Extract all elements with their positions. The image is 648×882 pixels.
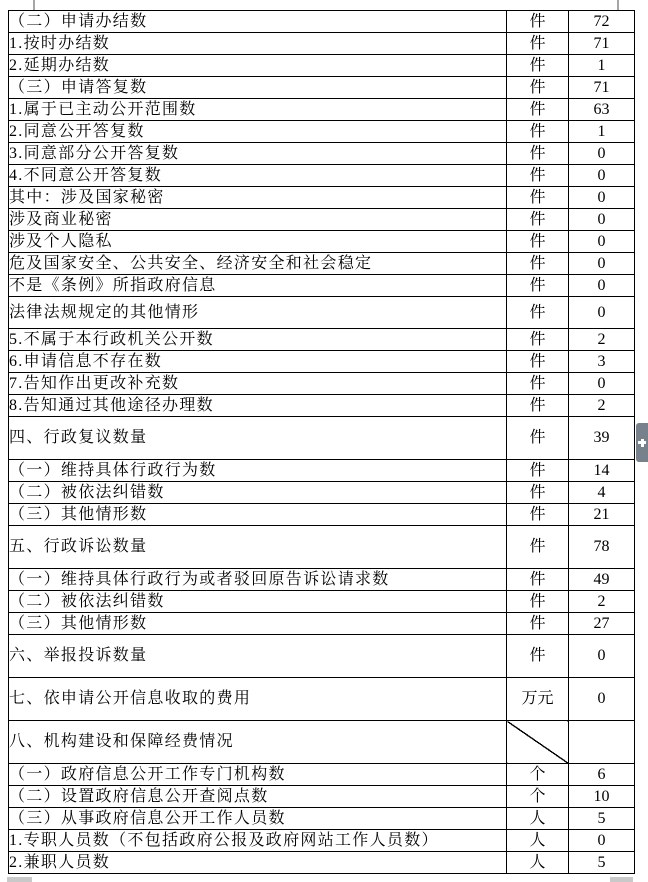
row-value: 6 [569,764,635,786]
row-value: 0 [569,373,635,395]
row-label: 涉及商业秘密 [9,209,507,231]
table-row [9,482,635,504]
table-row [9,764,635,786]
row-value [569,721,635,764]
row-unit: 件 [507,395,569,417]
row-unit: 件 [507,504,569,526]
table-row [9,395,635,417]
row-value: 5 [569,852,635,874]
row-unit: 件 [507,526,569,569]
row-unit: 件 [507,635,569,678]
row-value: 0 [569,209,635,231]
row-value: 0 [569,143,635,165]
row-label: 6.申请信息不存在数 [9,351,507,373]
row-label: 1.属于已主动公开范围数 [9,99,507,121]
row-unit: 件 [507,417,569,460]
table-row [9,721,635,764]
row-value: 0 [569,165,635,187]
row-unit: 件 [507,297,569,329]
row-unit: 件 [507,351,569,373]
row-value: 2 [569,395,635,417]
row-value: 10 [569,786,635,808]
row-unit: 件 [507,165,569,187]
row-label: 八、机构建设和保障经费情况 [9,721,507,764]
row-label: 危及国家安全、公共安全、经济安全和社会稳定 [9,253,507,275]
row-label: 2.延期办结数 [9,55,507,77]
row-label: 7.告知作出更改补充数 [9,373,507,395]
row-label: 其中：涉及国家秘密 [9,187,507,209]
row-unit: 件 [507,373,569,395]
row-value: 78 [569,526,635,569]
row-label: 四、行政复议数量 [9,417,507,460]
row-label: （三）其他情形数 [9,613,507,635]
table-row [9,253,635,275]
table-row [9,373,635,395]
bottom-gridline-remnant-left [7,877,32,882]
row-label: （二）被依法纠错数 [9,591,507,613]
row-unit: 个 [507,786,569,808]
table-row [9,591,635,613]
row-label: 五、行政诉讼数量 [9,526,507,569]
disclosure-stats-table [8,10,635,874]
row-unit: 件 [507,187,569,209]
row-value: 14 [569,460,635,482]
table-row [9,11,635,33]
table-row [9,613,635,635]
row-unit: 件 [507,231,569,253]
row-unit [507,721,569,764]
plus-icon [641,439,644,447]
row-value: 71 [569,33,635,55]
table-row [9,275,635,297]
table-row [9,329,635,351]
table-row [9,77,635,99]
table-row [9,55,635,77]
row-value: 0 [569,231,635,253]
row-value: 4 [569,482,635,504]
row-unit: 件 [507,329,569,351]
row-value: 0 [569,830,635,852]
row-label: （二）设置政府信息公开查阅点数 [9,786,507,808]
row-value: 5 [569,808,635,830]
table-row [9,852,635,874]
row-label: （二）申请办结数 [9,11,507,33]
row-unit: 件 [507,55,569,77]
table-row [9,460,635,482]
row-label: 2.同意公开答复数 [9,121,507,143]
row-label: 涉及个人隐私 [9,231,507,253]
row-label: 1.按时办结数 [9,33,507,55]
row-value: 1 [569,121,635,143]
row-unit: 件 [507,275,569,297]
row-label: 六、举报投诉数量 [9,635,507,678]
row-value: 0 [569,187,635,209]
row-unit: 件 [507,253,569,275]
row-value: 71 [569,77,635,99]
row-unit: 个 [507,764,569,786]
row-value: 0 [569,678,635,721]
row-value: 0 [569,635,635,678]
table-row [9,187,635,209]
table-row [9,143,635,165]
table-row [9,231,635,253]
row-unit: 人 [507,852,569,874]
row-value: 72 [569,11,635,33]
row-unit: 件 [507,33,569,55]
row-label: （二）被依法纠错数 [9,482,507,504]
row-label: （一）维持具体行政行为或者驳回原告诉讼请求数 [9,569,507,591]
table-row [9,504,635,526]
row-value: 2 [569,591,635,613]
row-label: 不是《条例》所指政府信息 [9,275,507,297]
row-label: 3.同意部分公开答复数 [9,143,507,165]
side-panel-handle[interactable] [636,423,648,462]
row-value: 0 [569,297,635,329]
row-value: 2 [569,329,635,351]
row-label: （三）从事政府信息公开工作人员数 [9,808,507,830]
row-unit: 件 [507,77,569,99]
table-row [9,33,635,55]
row-value: 39 [569,417,635,460]
row-value: 27 [569,613,635,635]
table-row [9,99,635,121]
row-unit: 万元 [507,678,569,721]
row-unit: 件 [507,11,569,33]
row-label: 5.不属于本行政机关公开数 [9,329,507,351]
row-label: （三）申请答复数 [9,77,507,99]
row-label: 七、依申请公开信息收取的费用 [9,678,507,721]
row-value: 21 [569,504,635,526]
bottom-gridline-remnant-right [610,877,633,882]
table-row [9,786,635,808]
row-label: 2.兼职人员数 [9,852,507,874]
row-unit: 件 [507,569,569,591]
row-label: 8.告知通过其他途径办理数 [9,395,507,417]
row-value: 49 [569,569,635,591]
row-unit: 人 [507,830,569,852]
row-unit: 件 [507,121,569,143]
row-unit: 件 [507,209,569,231]
row-unit: 件 [507,591,569,613]
table-row [9,569,635,591]
table-row [9,678,635,721]
row-unit: 人 [507,808,569,830]
row-unit: 件 [507,613,569,635]
row-value: 0 [569,275,635,297]
table-row [9,209,635,231]
table-row [9,526,635,569]
table-row [9,297,635,329]
row-unit: 件 [507,460,569,482]
row-label: 法律法规规定的其他情形 [9,297,507,329]
row-label: （三）其他情形数 [9,504,507,526]
row-unit: 件 [507,482,569,504]
row-label: 4.不同意公开答复数 [9,165,507,187]
row-value: 63 [569,99,635,121]
row-label: （一）政府信息公开工作专门机构数 [9,764,507,786]
row-value: 1 [569,55,635,77]
table-row [9,165,635,187]
table-row [9,351,635,373]
table-row [9,417,635,460]
row-unit: 件 [507,99,569,121]
table-row [9,121,635,143]
table-row [9,830,635,852]
row-value: 3 [569,351,635,373]
table-row [9,635,635,678]
row-value: 0 [569,253,635,275]
row-label: （一）维持具体行政行为数 [9,460,507,482]
table-body [9,11,635,874]
row-unit: 件 [507,143,569,165]
row-label: 1.专职人员数（不包括政府公报及政府网站工作人员数） [9,830,507,852]
table-row [9,808,635,830]
